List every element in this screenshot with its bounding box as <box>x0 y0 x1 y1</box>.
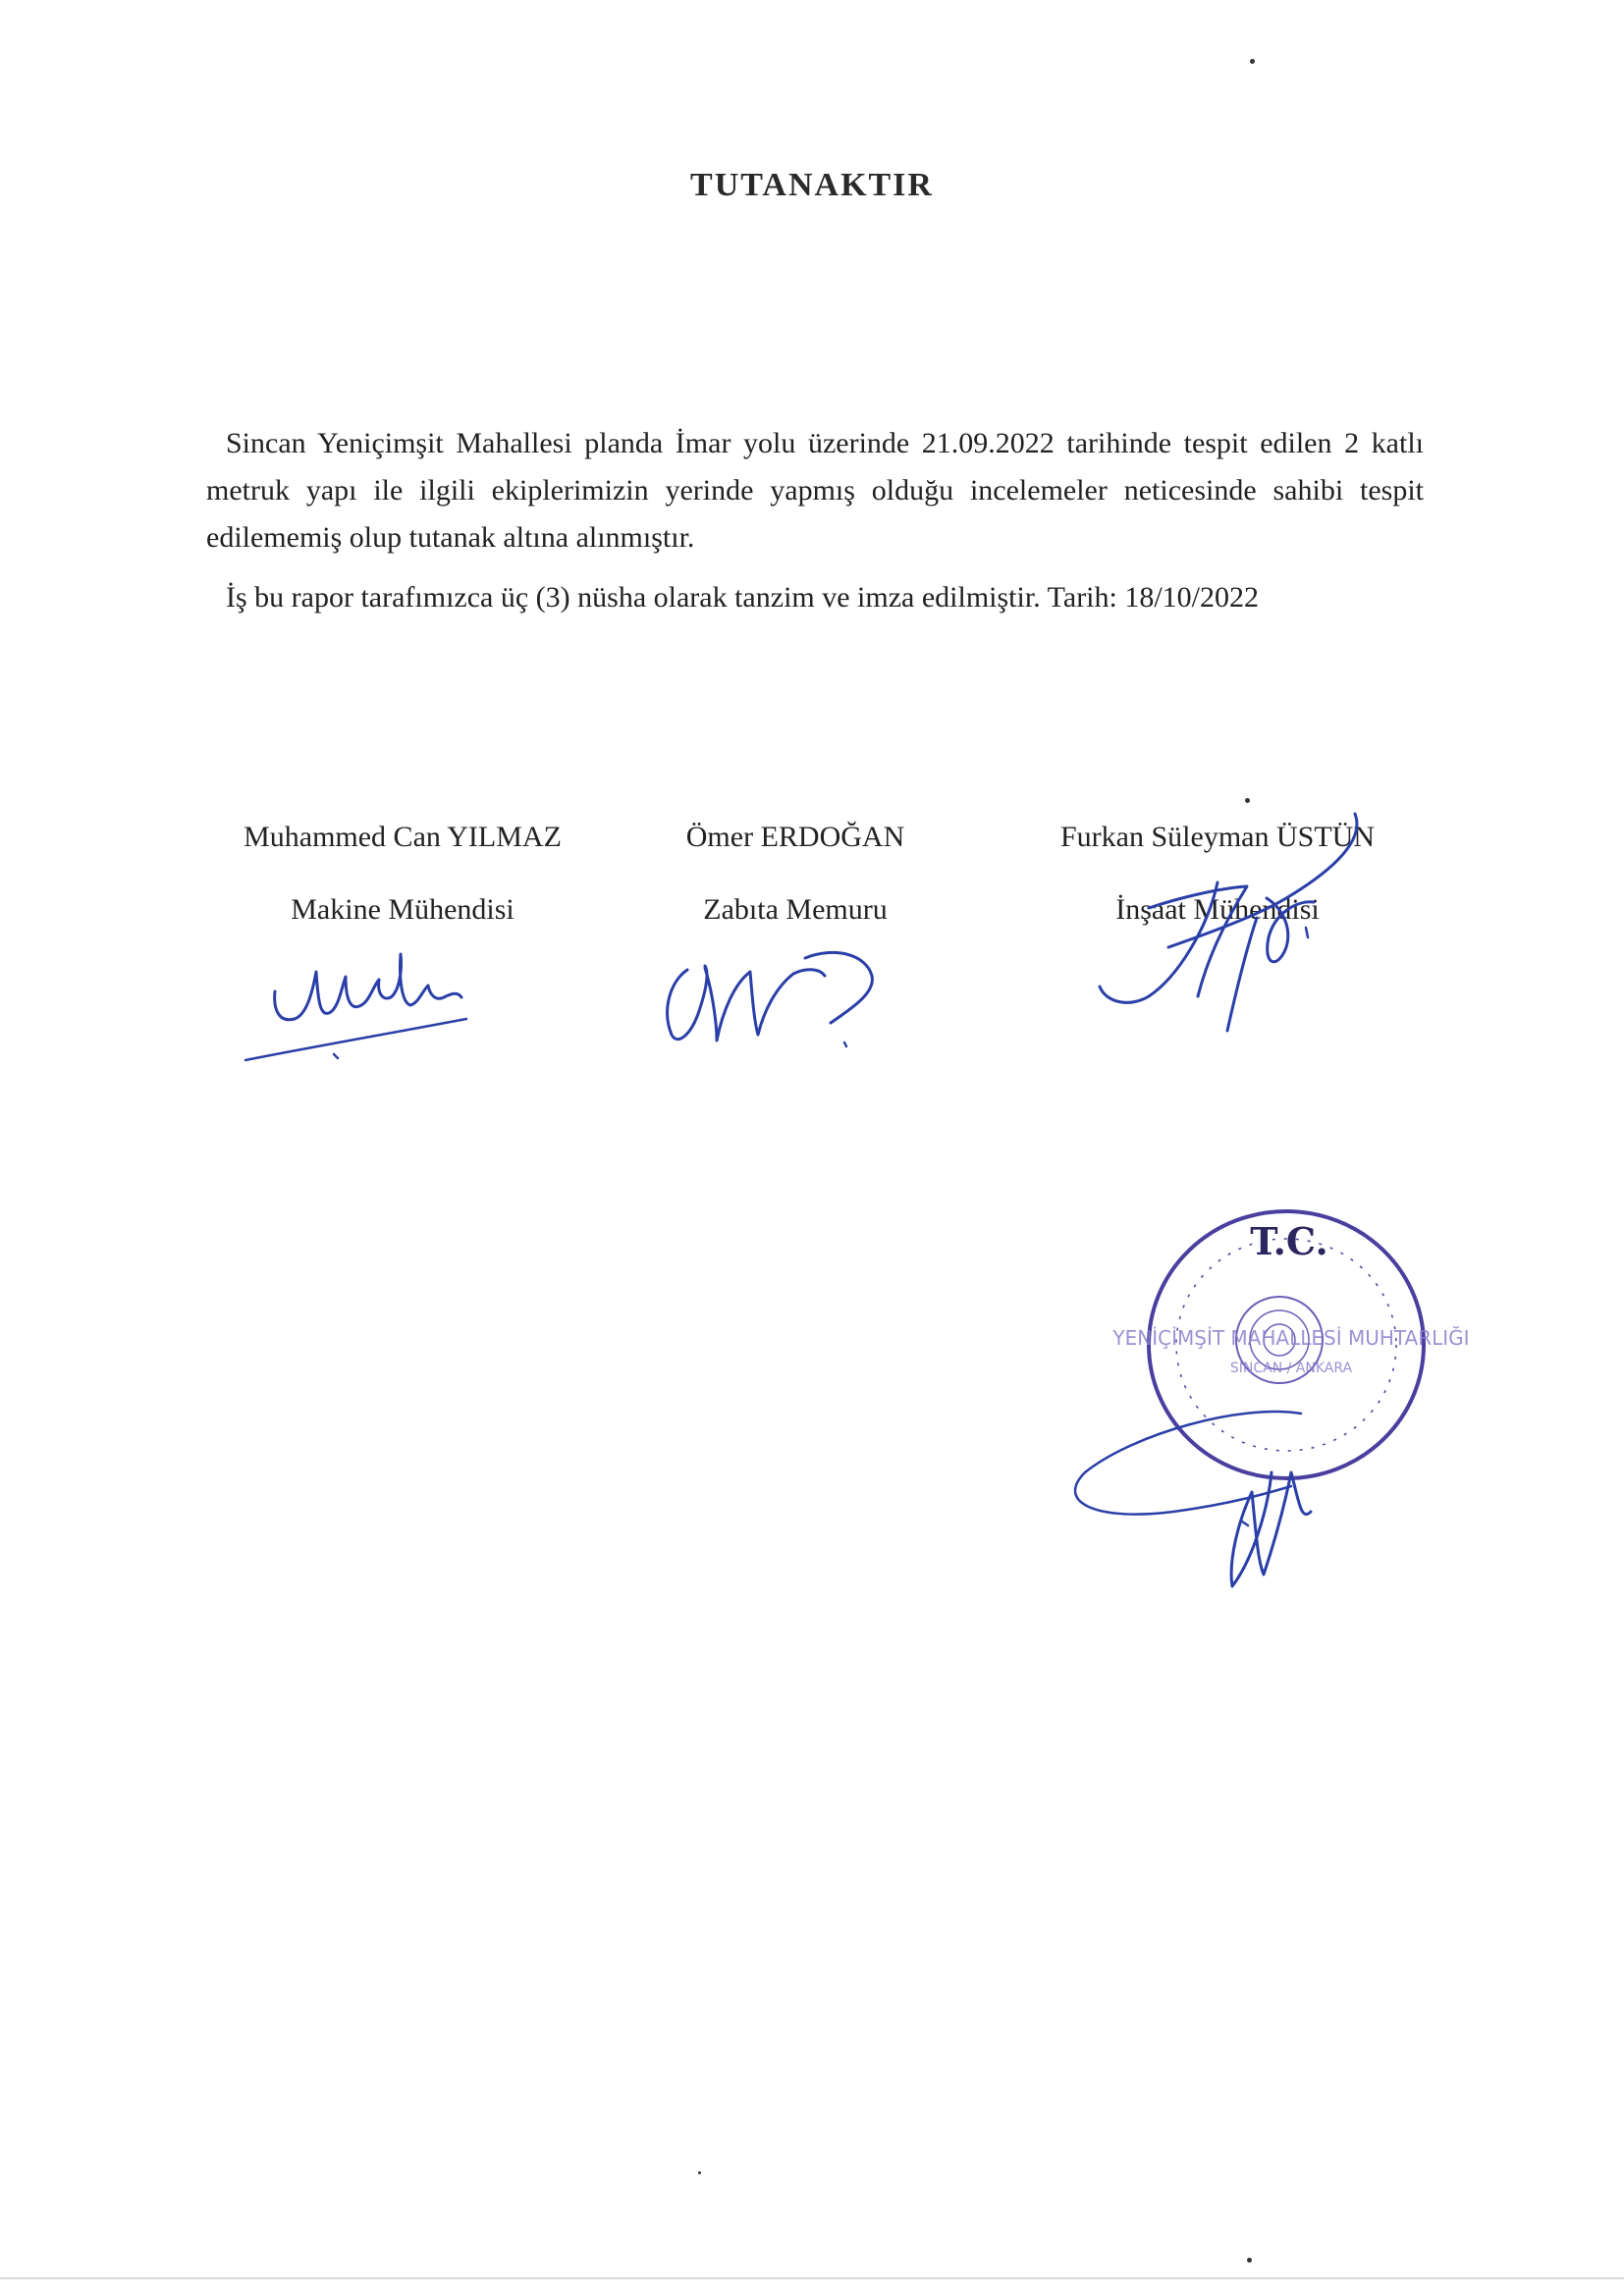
signatory-role: Zabıta Memuru <box>703 893 888 926</box>
stamp-center-text: T.C. <box>1250 1219 1328 1263</box>
scan-edge <box>0 2277 1624 2279</box>
stamp-signature <box>1056 1364 1370 1600</box>
body-paragraph-1: Sincan Yeniçimşit Mahallesi planda İmar yolu üzerinde 21.09.2022 tarihinde tespit edilen 2 katlı metruk yapı ile ilgili ekiplerimizin yerinde yapmış olduğu incelemeler neticesinde sahibi tespit edilememiş olup tutanak altına alınmıştır. <box>206 427 1424 554</box>
signatory-name: Furkan Süleyman ÜSTÜN <box>1060 821 1375 853</box>
stamp-inner-text: SİNCAN / ANKARA <box>1229 1361 1353 1376</box>
signatory-name: Muhammed Can YILMAZ <box>244 821 562 853</box>
stamp-ring-text: YENİÇİMŞİT MAHALLESİ MUHTARLIĞI <box>1112 1326 1470 1350</box>
signatory-name: Ömer ERDOĞAN <box>685 821 905 853</box>
body-paragraph-2: İş bu rapor tarafımızca üç (3) nüsha olarak tanzim ve imza edilmiştir. Tarih: 18/10/2022 <box>226 581 1260 614</box>
signatory-block-2 <box>628 817 962 931</box>
signature-1 <box>236 933 491 1070</box>
signature-3 <box>1060 800 1394 1045</box>
document-title: TUTANAKTIR <box>690 167 934 203</box>
scan-speck <box>1250 59 1255 64</box>
scan-speck <box>1247 2258 1252 2263</box>
signatory-role: Makine Mühendisi <box>291 893 514 926</box>
scan-speck <box>698 2171 701 2174</box>
signature-2 <box>648 933 893 1060</box>
signatory-role: İnşaat Mühendisi <box>1115 893 1320 926</box>
scan-speck <box>1245 798 1250 803</box>
signatory-block-1 <box>206 817 599 931</box>
